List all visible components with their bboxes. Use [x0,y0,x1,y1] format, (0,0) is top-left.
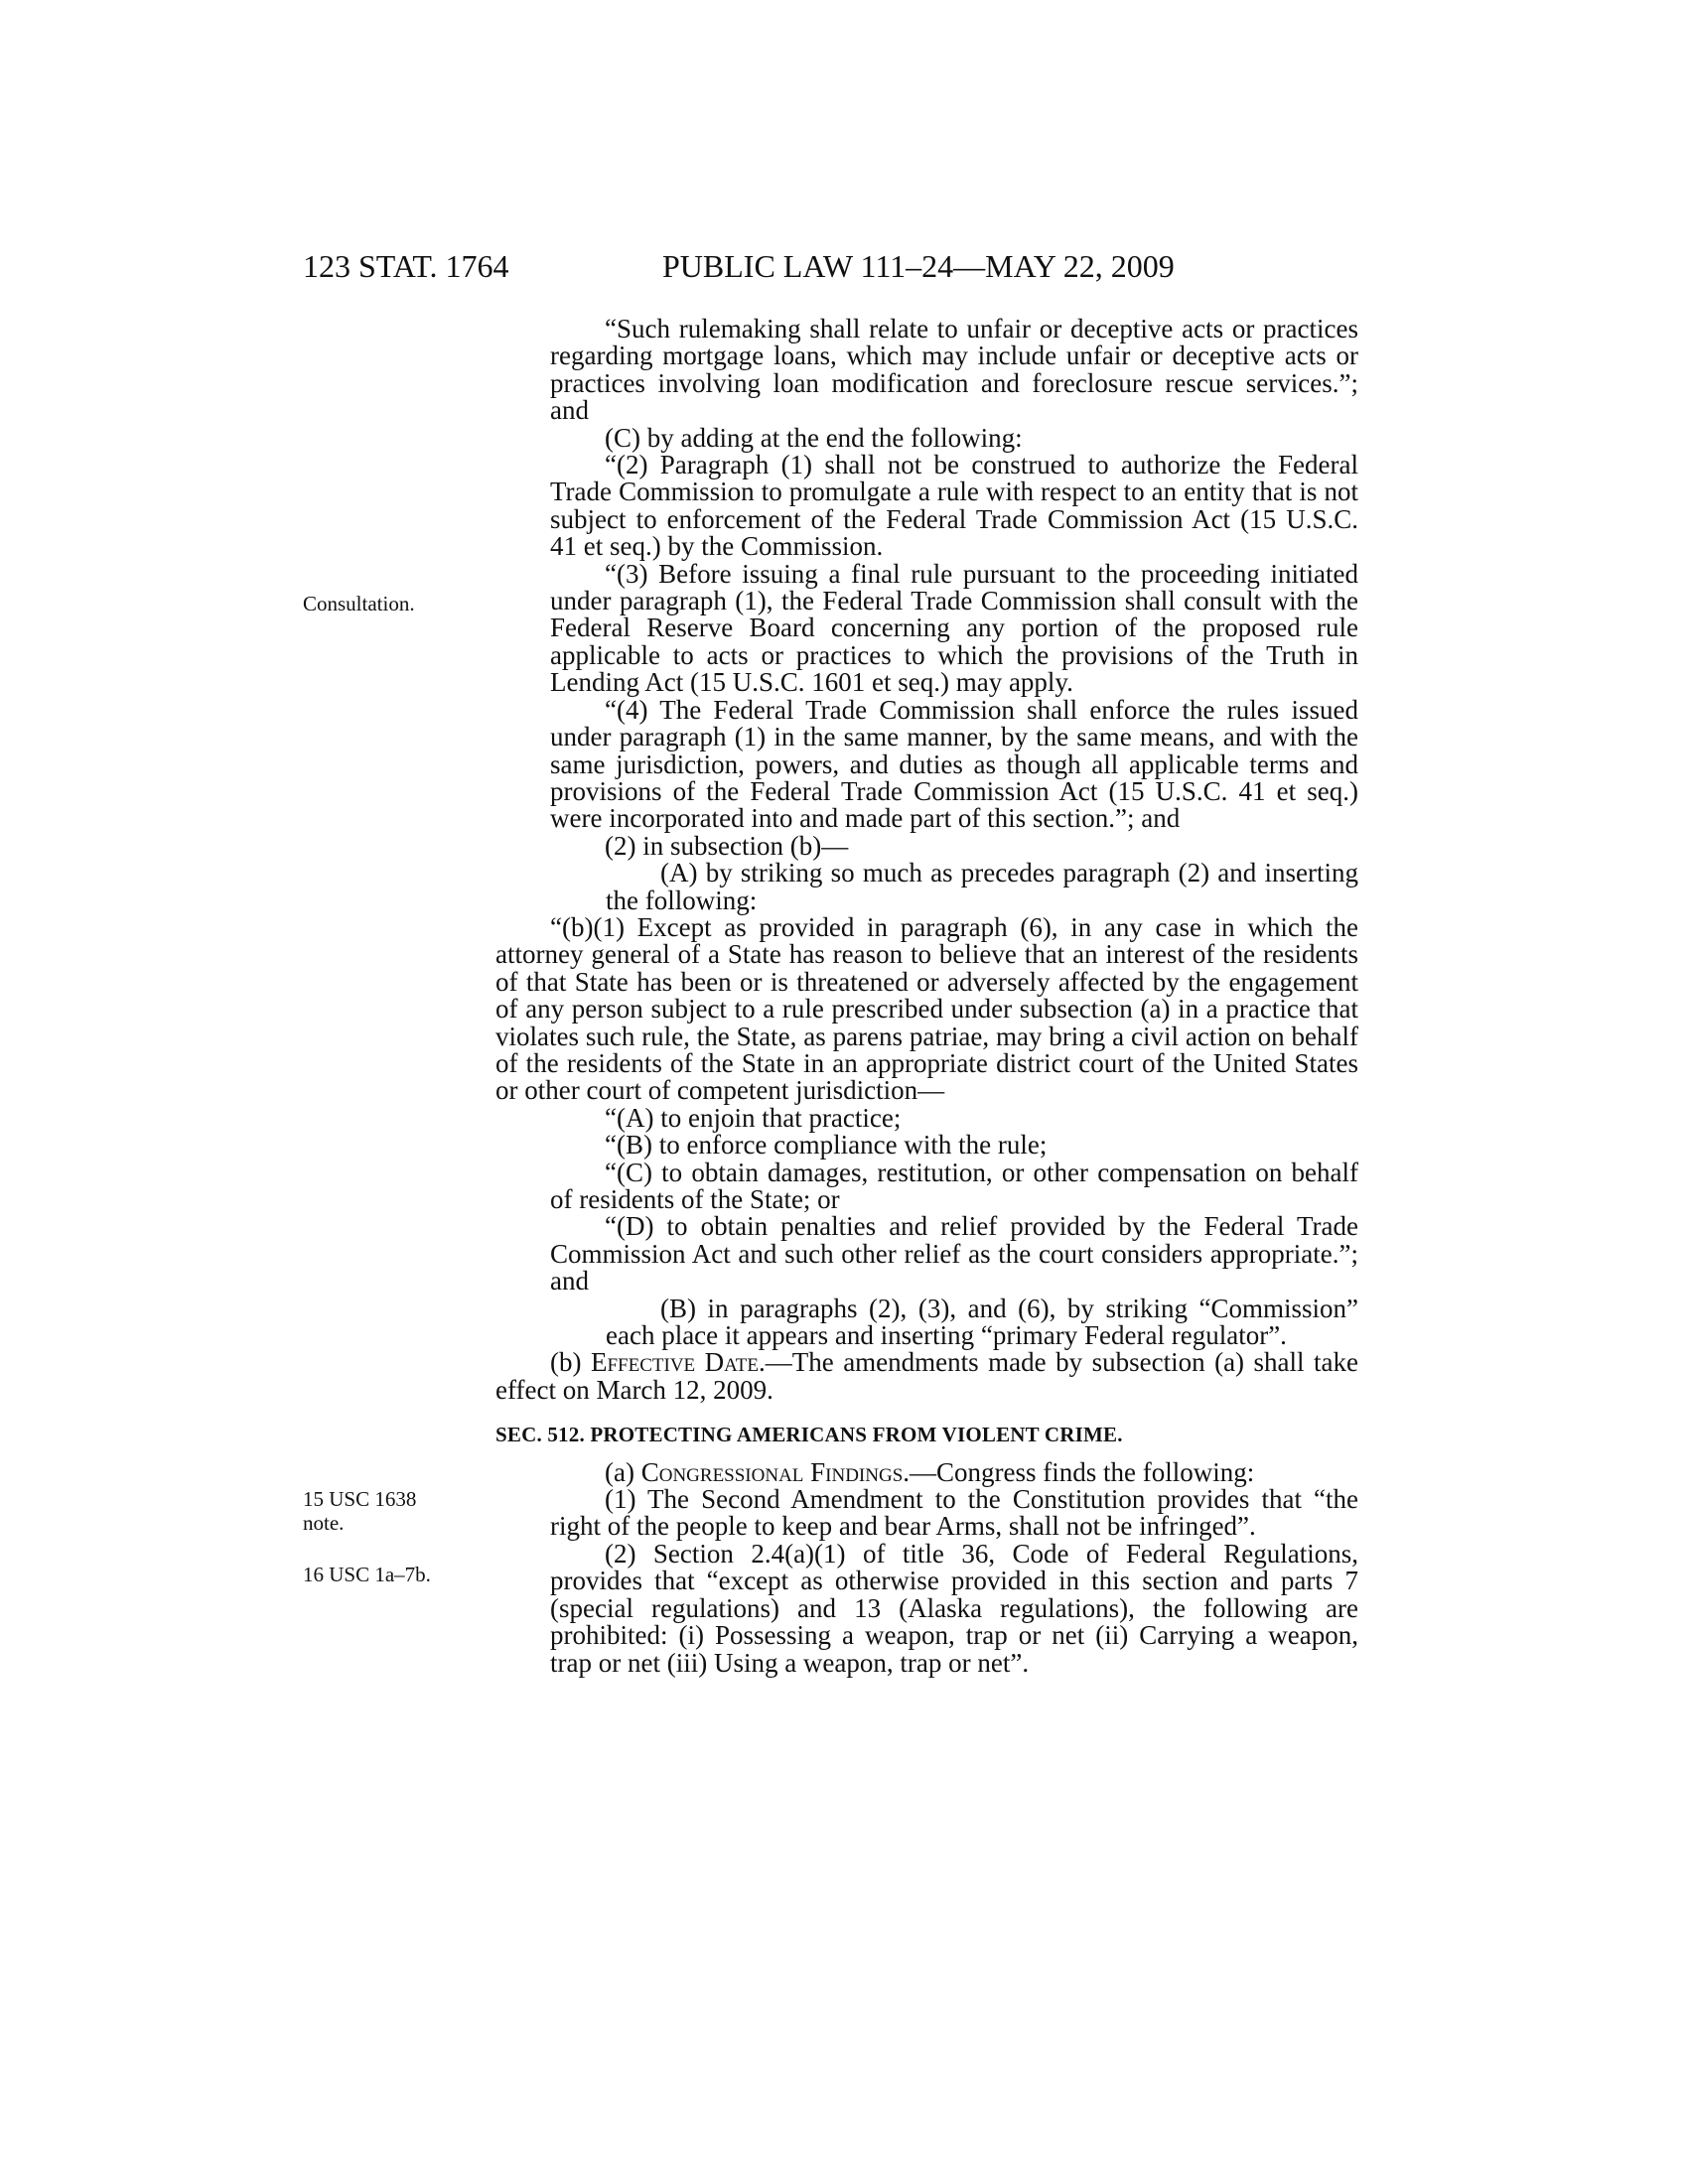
paragraph: (A) by striking so much as precedes paragraph (2) and inserting the following: [606,858,1358,915]
margin-note-consultation: Consultation. [303,592,415,615]
paragraph: “(b)(1) Except as provided in paragraph (6), in any case in which the attorney general of a State has reason to believe that an interest of the residents of that State has been or is threatened or adversely affected by the engagement of any person subject to a rule prescribed under subsection (a) in a practice that violates such rule, the State, as parens patriae, may bring a civil action on behalf of the residents of the State in an appropriate district court of the United States or other court of competent jurisdiction— [495,911,1358,1106]
margin-note-usc-1a-7b: 16 USC 1a–7b. [303,1563,431,1586]
margin-note-line: 15 USC 1638 [303,1487,417,1511]
subsection-prefix: (a) [605,1456,641,1487]
paragraph: “(D) to obtain penalties and relief provided by the Federal Trade Commission Act and such other relief as the court considers appropriate.”; and [550,1211,1358,1297]
paragraph-consultation: “(3) Before issuing a final rule pursuant to the proceeding initiated under paragraph (1), the Federal Trade Commission shall consult with the Federal Reserve Board concerning any portion of the proposed rule applicable to acts or practices to which the provisions of the Truth in Lending Act (15 U.S.C. 1601 et seq.) may apply. [550,558,1358,698]
subsection-prefix: (b) [550,1347,591,1378]
paragraph-effective-date [495,1349,1358,1404]
paragraph: “Such rulemaking shall relate to unfair or deceptive acts or practices regarding mortgage loans, which may include unfair or deceptive acts or practices involving loan modification and foreclosure rescue services.”; and [550,314,1358,426]
paragraph: (C) by adding at the end the following: [605,422,1023,453]
section-heading: SEC. 512. PROTECTING AMERICANS FROM VIOLENT CRIME. [495,1423,1123,1447]
subsection-text: .—Congress finds the following: [903,1456,1255,1487]
running-head-title: PUBLIC LAW 111–24—MAY 22, 2009 [662,248,1175,284]
paragraph-findings [495,1456,1358,1487]
margin-note-line: note. [303,1511,345,1535]
subsection-heading: Congressional Findings [640,1456,904,1487]
subsection-heading: Effective Date [590,1347,759,1378]
statute-page-number: 123 STAT. 1764 [303,248,509,284]
paragraph: “(2) Paragraph (1) shall not be construed to authorize the Federal Trade Commission to promulgate a rule with respect to an entity that is not subject to enforcement of the Federal Trade Commission Act (15 U.S.C. 41 et seq.) by the Commission. [550,450,1358,562]
statute-body [495,316,1358,1677]
paragraph: (2) Section 2.4(a)(1) of title 36, Code of Federal Regulations, provides that “except as otherwise provided in this section and parts 7 (special regulations) and 13 (Alaska regulations), the following are prohibited: (i) Possessing a weapon, trap or net (ii) Carrying a weapon, trap or net (iii) Using a weapon, trap or net”. [550,1538,1358,1678]
paragraph: (B) in paragraphs (2), (3), and (6), by striking “Commission” each place it appears and inserting “primary Federal regulator”. [606,1293,1358,1351]
margin-note-usc-1638 [303,1487,416,1535]
paragraph: (2) in subsection (b)— [605,830,849,861]
paragraph: “(4) The Federal Trade Commission shall enforce the rules issued under paragraph (1) in the same manner, by the same means, and with the same jurisdiction, powers, and duties as though all applicable terms and provisions of the Federal Trade Commission Act (15 U.S.C. 41 et seq.) were incorporated into and made part of this section.”; and [550,694,1358,834]
paragraph: (1) The Second Amendment to the Constitution provides that “the right of the people to keep and bear Arms, shall not be infringed”. [550,1484,1358,1542]
paragraph: “(A) to enjoin that practice; [605,1102,902,1133]
paragraph: “(C) to obtain damages, restitution, or other compensation on behalf of residents of the State; or [550,1157,1358,1214]
subsection-text: .—The amendments made by subsection (a) shall take effect on March 12, 2009. [495,1347,1358,1405]
paragraph: “(B) to enforce compliance with the rule; [605,1130,1048,1160]
